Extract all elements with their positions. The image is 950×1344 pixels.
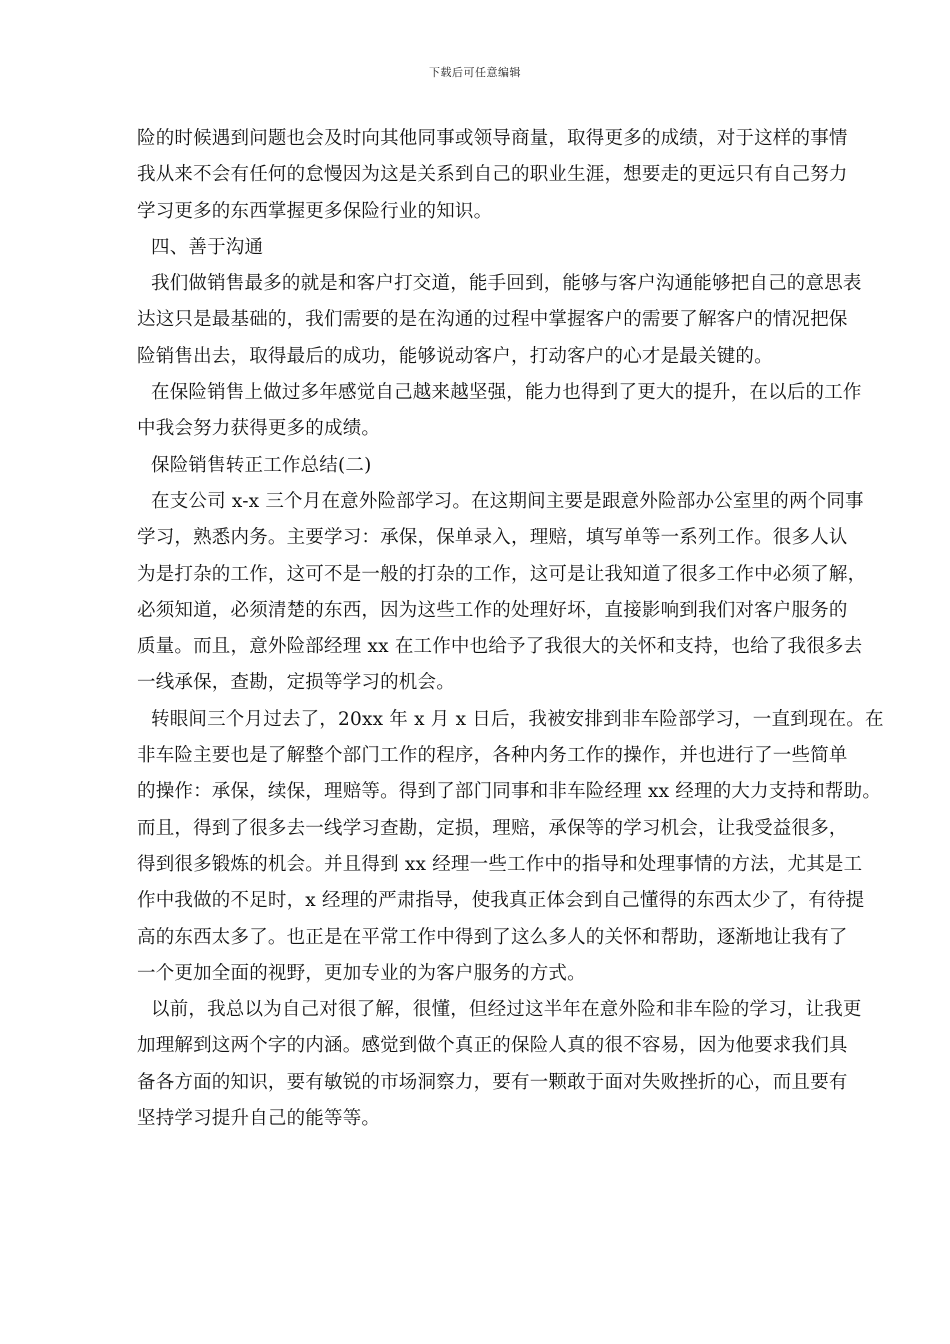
- text-line: 险的时候遇到问题也会及时向其他同事或领导商量，取得更多的成绩，对于这样的事情: [137, 128, 848, 149]
- header-note: 下载后可任意编辑: [429, 66, 521, 79]
- text-line: 一个更加全面的视野，更加专业的为客户服务的方式。: [137, 962, 586, 984]
- text-line: 而且，得到了很多去一线学习查勘，定损，理赔，承保等的学习机会，让我受益很多，: [137, 817, 848, 839]
- text-line: 达这只是最基础的，我们需要的是在沟通的过程中掌握客户的需要了解客户的情况把保: [137, 309, 848, 331]
- text-line: 坚持学习提升自己的能等等。: [137, 1108, 381, 1130]
- text-line: 学习更多的东西掌握更多保险行业的知识。: [137, 200, 493, 222]
- text-line: 作中我做的不足时，x 经理的严肃指导，使我真正体会到自己懂得的东西太少了，有待提: [137, 890, 865, 912]
- text-line: 质量。而且，意外险部经理 xx 在工作中也给予了我很大的关怀和支持，也给了我很多去: [137, 636, 863, 658]
- text-line: 险销售出去，取得最后的成功，能够说动客户，打动客户的心才是最关键的。: [137, 345, 773, 367]
- text-line: 我们做销售最多的就是和客户打交道，能手回到，能够与客户沟通能够把自己的意思表: [151, 273, 862, 295]
- text-line: 转眼间三个月过去了，20xx 年 x 月 x 日后，我被安排到非车险部学习，一直到现在。在: [151, 708, 884, 730]
- text-line: 为是打杂的工作，这可不是一般的打杂的工作，这可是让我知道了很多工作中必须了解，: [137, 563, 867, 585]
- text-line: 在保险销售上做过多年感觉自己越来越坚强，能力也得到了更大的提升，在以后的工作: [151, 382, 862, 404]
- text-line: 保险销售转正工作总结(二): [151, 454, 372, 476]
- text-line: 得到很多锻炼的机会。并且得到 xx 经理一些工作中的指导和处理事情的方法，尤其是工: [137, 853, 863, 875]
- text-line: 备各方面的知识，要有敏锐的市场洞察力，要有一颗敢于面对失败挫折的心，而且要有: [137, 1071, 848, 1093]
- text-line: 必须知道，必须清楚的东西，因为这些工作的处理好坏，直接影响到我们对客户服务的: [137, 599, 848, 621]
- text-line: 四、善于沟通: [151, 236, 264, 258]
- text-line: 非车险主要也是了解整个部门工作的程序，各种内务工作的操作，并也进行了一些简单: [137, 745, 848, 767]
- text-line: 我从来不会有任何的怠慢因为这是关系到自己的职业生涯，想要走的更远只有自己努力: [137, 164, 848, 186]
- text-line: 在支公司 x-x 三个月在意外险部学习。在这期间主要是跟意外险部办公室里的两个同事: [151, 490, 864, 512]
- text-line: 一线承保，查勘，定损等学习的机会。: [137, 672, 455, 694]
- text-line: 中我会努力获得更多的成绩。: [137, 418, 381, 440]
- text-line: 学习，熟悉内务。主要学习：承保，保单录入，理赔，填写单等一系列工作。很多人认: [137, 527, 848, 549]
- text-line: 以前，我总以为自己对很了解，很懂，但经过这半年在意外险和非车险的学习，让我更: [151, 999, 862, 1021]
- text-line: 加理解到这两个字的内涵。感觉到做个真正的保险人真的很不容易，因为他要求我们具: [137, 1035, 848, 1057]
- text-line: 的操作：承保，续保，理赔等。得到了部门同事和非车险经理 xx 经理的大力支持和帮助。: [137, 781, 882, 803]
- text-line: 高的东西太多了。也正是在平常工作中得到了这么多人的关怀和帮助，逐渐地让我有了: [137, 926, 848, 948]
- document-body: [137, 121, 893, 1137]
